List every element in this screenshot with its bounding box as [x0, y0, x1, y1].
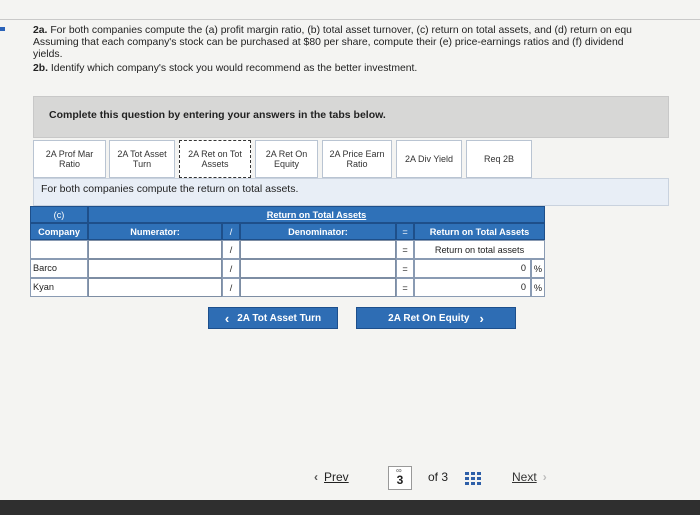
header-c-text: (c) [53, 209, 65, 220]
barco-denominator-input[interactable] [240, 259, 396, 278]
tab-label: 2A Div Yield [404, 153, 454, 164]
top-rule [0, 0, 700, 20]
row-label-blank [30, 240, 88, 259]
result-subheader-text: Return on total assets [434, 244, 525, 255]
denominator-label-input[interactable] [240, 240, 396, 259]
chevron-left-icon: ‹ [224, 310, 230, 326]
next-label: Next [512, 470, 537, 484]
row-barco-label [30, 259, 88, 278]
numerator-label-input[interactable] [88, 240, 222, 259]
tab-tot-asset-turn[interactable] [109, 140, 175, 178]
prev-page-link[interactable] [314, 470, 349, 484]
header-company-text: Company [38, 226, 80, 237]
equals-cell [396, 259, 414, 278]
q2a-line2: Assuming that each company's stock can be purchased at $80 per share, compute their (e) price-earnings ratios and (f) dividend [33, 37, 624, 48]
equals-cell [396, 240, 414, 259]
chevron-left-icon: ‹ [314, 470, 318, 484]
tab-div-yield[interactable] [396, 140, 462, 178]
current-page-number: 3 [396, 473, 404, 487]
panel-instruction: For both companies compute the return on total assets. [41, 183, 299, 195]
next-page-link[interactable] [512, 470, 547, 484]
tab-label: 2A Tot Asset Turn [117, 148, 167, 169]
tab-label: 2A Price Earn Ratio [329, 148, 385, 169]
tab-prof-mar-ratio[interactable] [33, 140, 106, 178]
company-name: Barco [33, 263, 58, 273]
unit-text: % [533, 263, 543, 274]
tab-label: Req 2B [483, 153, 515, 164]
slash-cell [222, 240, 240, 259]
barco-result-value [414, 259, 531, 278]
barco-numerator-input[interactable] [88, 259, 222, 278]
current-page-box[interactable] [388, 466, 412, 490]
tab-label: 2A Ret on Tot Assets [188, 148, 242, 169]
equals-text: = [402, 226, 408, 237]
slash-text: / [229, 282, 233, 293]
result-subheader [414, 240, 545, 259]
chevron-right-icon: › [479, 310, 484, 326]
next-tab-button[interactable] [356, 307, 516, 329]
question-text [33, 25, 700, 75]
prev-label: Prev [324, 470, 349, 484]
slash-cell [222, 278, 240, 297]
kyan-result-value [414, 278, 531, 297]
prev-tab-label: 2A Tot Asset Turn [237, 312, 322, 324]
instruction-box [33, 96, 669, 138]
unit-text: % [533, 282, 543, 293]
header-title [88, 206, 545, 223]
header-numerator [88, 223, 222, 240]
tab-label: 2A Ret On Equity [265, 148, 308, 169]
q2a-line3: yields. [33, 49, 63, 60]
header-slash [222, 223, 240, 240]
header-result [414, 223, 545, 240]
kyan-numerator-input[interactable] [88, 278, 222, 297]
slash-text: / [229, 226, 233, 237]
header-equals [396, 223, 414, 240]
next-tab-label: 2A Ret On Equity [388, 312, 470, 324]
bottom-bar [0, 500, 700, 515]
instruction-text: Complete this question by entering your answers in the tabs below. [49, 109, 386, 121]
q2a-line1: For both companies compute the (a) profit margin ratio, (b) total asset turnover, (c) return on total assets, and (d) return on equ [47, 25, 632, 36]
header-c [30, 206, 88, 223]
link-icon: ∞ [396, 466, 402, 475]
tab-req-2b[interactable] [466, 140, 532, 178]
header-numerator-text: Numerator: [130, 226, 180, 237]
slash-text: / [229, 263, 233, 274]
q2b-prefix: 2b. [33, 63, 49, 74]
header-denominator [240, 223, 396, 240]
prev-tab-button[interactable] [208, 307, 338, 329]
company-name: Kyan [33, 282, 54, 292]
grid-icon[interactable] [465, 472, 481, 489]
row-kyan-label [30, 278, 88, 297]
q2b-line: Identify which company's stock you would recommend as the better investment. [48, 63, 418, 74]
left-marker [0, 27, 5, 31]
q2a-prefix: 2a. [33, 25, 48, 36]
barco-unit [531, 259, 545, 278]
result-value: 0 [520, 282, 526, 292]
tab-label: 2A Prof Mar Ratio [45, 148, 94, 169]
tab-price-earn-ratio[interactable] [322, 140, 392, 178]
header-result-text: Return on Total Assets [429, 226, 530, 237]
header-company [30, 223, 88, 240]
tab-ret-on-equity[interactable] [255, 140, 318, 178]
chevron-right-icon: › [542, 470, 547, 484]
header-title-text: Return on Total Assets [266, 209, 367, 220]
tab-ret-on-tot-assets[interactable] [179, 140, 251, 178]
result-value: 0 [520, 263, 526, 273]
kyan-denominator-input[interactable] [240, 278, 396, 297]
equals-text: = [402, 263, 408, 274]
header-denominator-text: Denominator: [288, 226, 348, 237]
slash-text: / [229, 244, 233, 255]
slash-cell [222, 259, 240, 278]
tab-panel [33, 178, 669, 206]
equals-text: = [402, 244, 408, 255]
page-count: of 3 [428, 470, 449, 484]
ratio-table [30, 206, 545, 298]
equals-text: = [402, 282, 408, 293]
kyan-unit [531, 278, 545, 297]
equals-cell [396, 278, 414, 297]
